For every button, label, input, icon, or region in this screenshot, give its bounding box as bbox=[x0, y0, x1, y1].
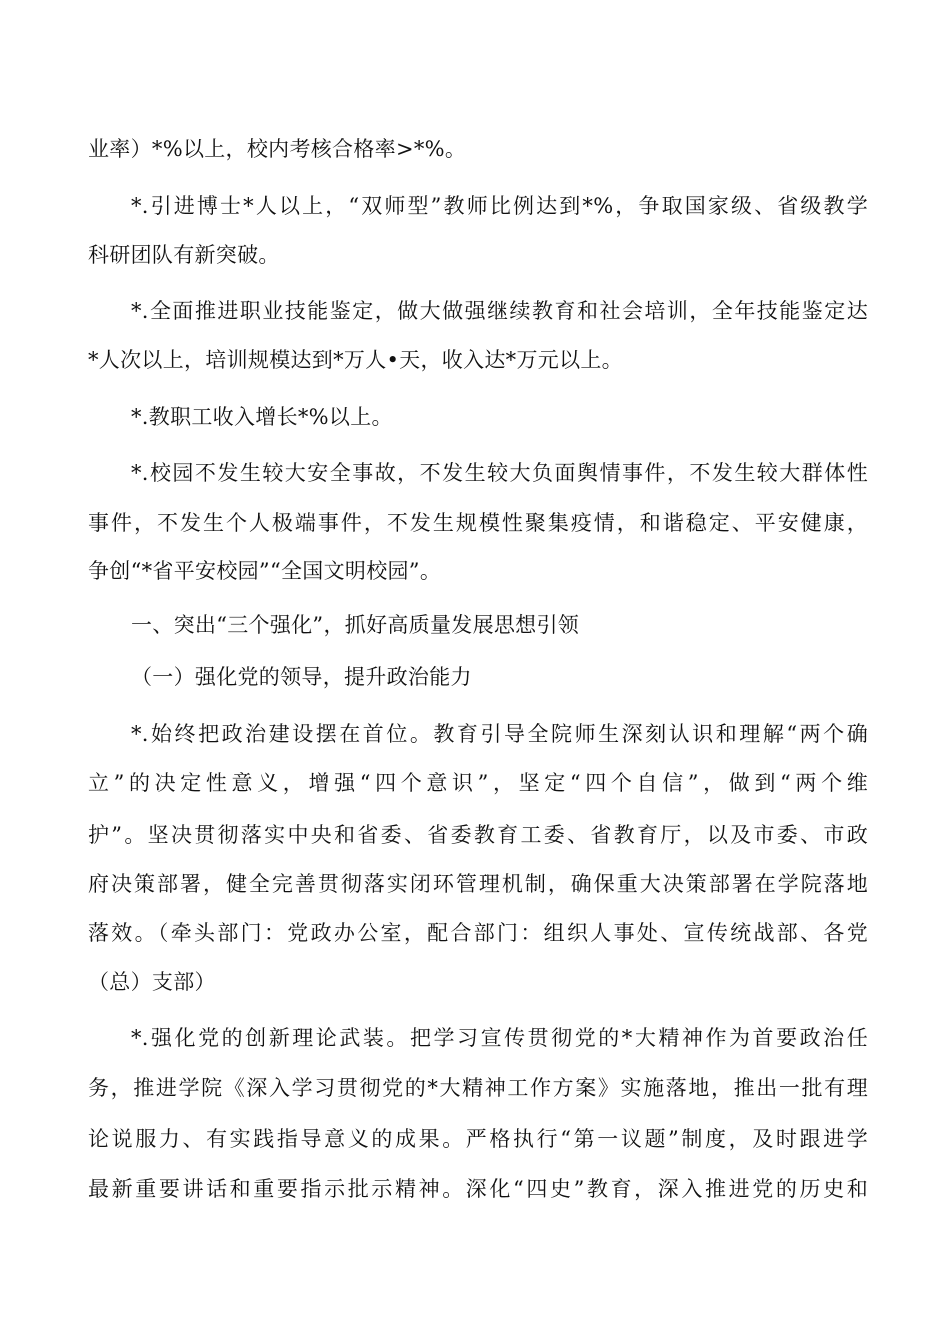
text-line-9: 争创“*省平安校园”“全国文明校园”。 bbox=[88, 559, 442, 583]
text-line-19: 务，推进学院《深入学习贯彻党的*大精神工作方案》实施落地，推出一批有理 bbox=[88, 1076, 868, 1100]
text-line-2: *.引进博士*人以上，“双师型”教师比例达到*%，争取国家级、省级教学 bbox=[131, 194, 868, 218]
text-line-12: *.始终把政治建设摆在首位。教育引导全院师生深刻认识和理解“两个确 bbox=[131, 722, 868, 746]
text-line-13: 立”的决定性意义，增强“四个意识”，坚定“四个自信”，做到“两个维 bbox=[88, 771, 868, 795]
subsection-heading: （一）强化党的领导，提升政治能力 bbox=[131, 665, 472, 689]
text-line-21: 最新重要讲话和重要指示批示精神。深化“四史”教育，深入推进党的历史和 bbox=[88, 1177, 868, 1201]
text-line-14: 护”。坚决贯彻落实中央和省委、省委教育工委、省教育厅，以及市委、市政 bbox=[88, 823, 868, 847]
text-line-5: *人次以上，培训规模达到*万人•天，收入达*万元以上。 bbox=[88, 348, 623, 372]
section-heading: 一、突出“三个强化”，抓好高质量发展思想引领 bbox=[131, 613, 580, 637]
text-line-15: 府决策部署，健全完善贯彻落实闭环管理机制，确保重大决策部署在学院落地 bbox=[88, 872, 868, 896]
text-line-17: （总）支部） bbox=[88, 970, 216, 994]
text-line-8: 事件，不发生个人极端事件，不发生规模性聚集疫情，和谐稳定、平安健康， bbox=[88, 511, 868, 535]
text-line-6: *.教职工收入增长*%以上。 bbox=[131, 405, 393, 429]
text-line-7: *.校园不发生较大安全事故，不发生较大负面舆情事件，不发生较大群体性 bbox=[131, 461, 868, 485]
text-line-1: 业率）*%以上，校内考核合格率>*%。 bbox=[88, 137, 467, 161]
text-line-16: 落效。（牵头部门：党政办公室，配合部门：组织人事处、宣传统战部、各党 bbox=[88, 921, 868, 945]
text-line-4: *.全面推进职业技能鉴定，做大做强继续教育和社会培训，全年技能鉴定达 bbox=[131, 299, 868, 323]
text-line-18: *.强化党的创新理论武装。把学习宣传贯彻党的*大精神作为首要政治任 bbox=[131, 1026, 868, 1050]
text-line-20: 论说服力、有实践指导意义的成果。严格执行“第一议题”制度，及时跟进学 bbox=[88, 1127, 868, 1151]
text-line-3: 科研团队有新突破。 bbox=[88, 243, 280, 267]
